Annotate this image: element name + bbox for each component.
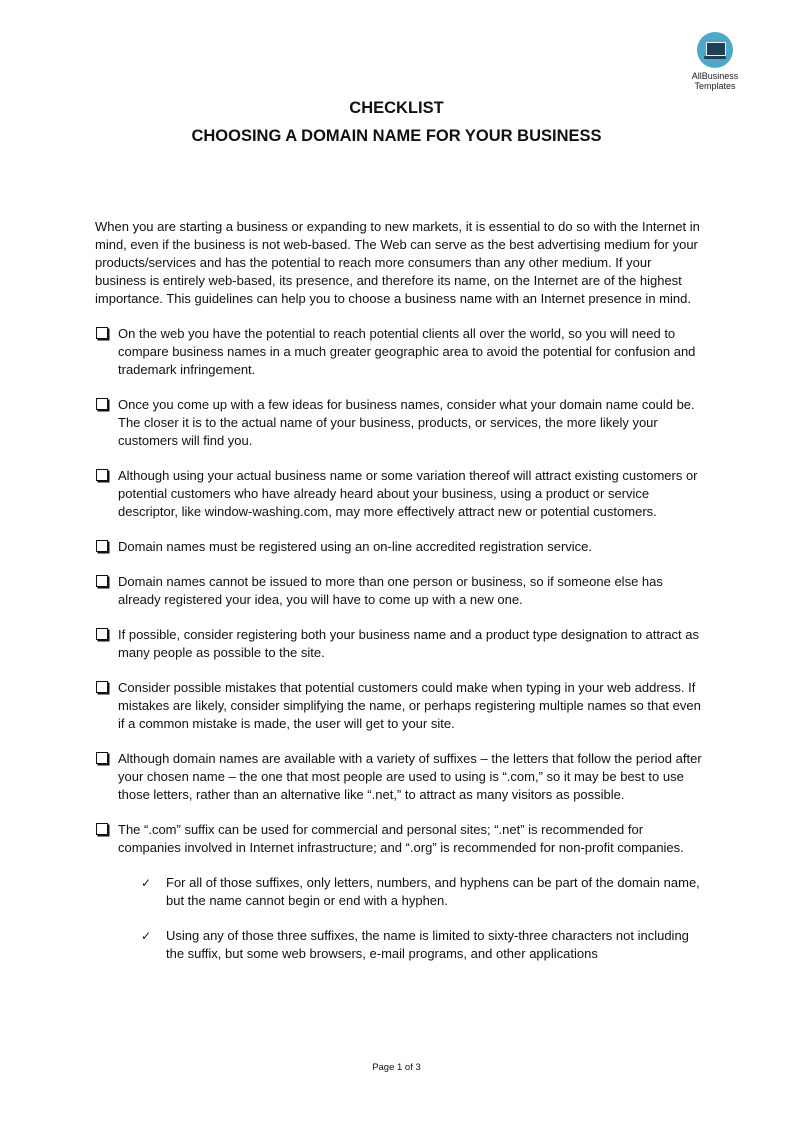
checklist-subitem-text: Using any of those three suffixes, the name is limited to sixty-three characters not including the suffix, but some web browsers, e-mail programs, and other applications	[166, 928, 689, 961]
document-body	[95, 218, 705, 980]
checklist-item	[95, 679, 705, 733]
document-title: CHECKLIST	[349, 99, 444, 117]
checklist-item-text: Consider possible mistakes that potential customers could make when typing in your web address. If mistakes are likely, consider simplifying the name, or perhaps registering multiple names so that even if a common mistake is made, the user will get to your site.	[118, 680, 701, 731]
checkmark-icon: ✓	[141, 929, 152, 943]
checkbox-icon[interactable]	[96, 327, 108, 339]
checklist-item-text: Although using your actual business name or some variation thereof will attract existing customers or potential customers who have already heard about your business, using a product or service descriptor, like window-washing.com, may more effectively attract new or potential customers.	[118, 468, 698, 519]
checklist-subitem	[95, 874, 705, 910]
checklist-item	[95, 396, 705, 450]
checklist-subitem-text: For all of those suffixes, only letters, numbers, and hyphens can be part of the domain name, but the name cannot begin or end with a hyphen.	[166, 875, 700, 908]
checklist-item-text: On the web you have the potential to reach potential clients all over the world, so you will need to compare business names in a much greater geographic area to avoid the potential for confusion and trademark infringement.	[118, 326, 696, 377]
document-subtitle: CHOOSING A DOMAIN NAME FOR YOUR BUSINESS	[191, 127, 602, 145]
logo-line-1: AllBusiness	[691, 71, 739, 81]
checkbox-icon[interactable]	[96, 628, 108, 640]
allbusiness-templates-logo	[682, 32, 748, 91]
logo-text	[682, 71, 748, 91]
logo-line-2: Templates	[694, 81, 736, 91]
checklist-item-text: Once you come up with a few ideas for business names, consider what your domain name could be. The closer it is to the actual name of your business, products, or services, the more likely your customers will find you.	[118, 397, 695, 448]
checklist-item	[95, 626, 705, 662]
checkbox-icon[interactable]	[96, 752, 108, 764]
checkbox-icon[interactable]	[96, 469, 108, 481]
checklist-item	[95, 750, 705, 804]
checkbox-icon[interactable]	[96, 540, 108, 552]
checklist-item	[95, 538, 705, 556]
checklist-item	[95, 573, 705, 609]
checklist-item	[95, 467, 705, 521]
checkbox-icon[interactable]	[96, 823, 108, 835]
checklist-item-text: The “.com” suffix can be used for commercial and personal sites; “.net” is recommended for companies involved in Internet infrastructure; and “.org” is recommended for non-profit companies.	[118, 822, 684, 855]
page-number: Page 1 of 3	[372, 1062, 421, 1073]
checklist-item-text: Although domain names are available with a variety of suffixes – the letters that follow the period after your chosen name – the one that most people are used to using is “.com,” so it may be best to use those letters, rather than an alternative like “.net,” to attract as many visitors as possible.	[118, 751, 702, 802]
checklist-item-text: If possible, consider registering both your business name and a product type designation to attract as many people as possible to the site.	[118, 627, 700, 660]
laptop-icon	[697, 32, 733, 68]
checklist-item-text: Domain names cannot be issued to more than one person or business, so if someone else has already registered your idea, you will have to come up with a new one.	[118, 574, 663, 607]
checkmark-icon: ✓	[141, 876, 152, 890]
checkbox-icon[interactable]	[96, 681, 108, 693]
checklist-item	[95, 821, 705, 857]
checklist-subitem	[95, 927, 705, 963]
checkbox-icon[interactable]	[96, 398, 108, 410]
checkbox-icon[interactable]	[96, 575, 108, 587]
checklist-item	[95, 325, 705, 379]
checklist-item-text: Domain names must be registered using an on-line accredited registration service.	[118, 539, 593, 554]
intro-paragraph: When you are starting a business or expanding to new markets, it is essential to do so with the Internet in mind, even if the business is not web-based. The Web can serve as the best advertising medium for your products/services and has the potential to reach more consumers than any other medium. If your business is entirely web-based, its presence, and therefore its name, on the Internet are of the highest importance. This guidelines can help you to choose a business name with an Internet presence in mind.	[95, 219, 700, 306]
